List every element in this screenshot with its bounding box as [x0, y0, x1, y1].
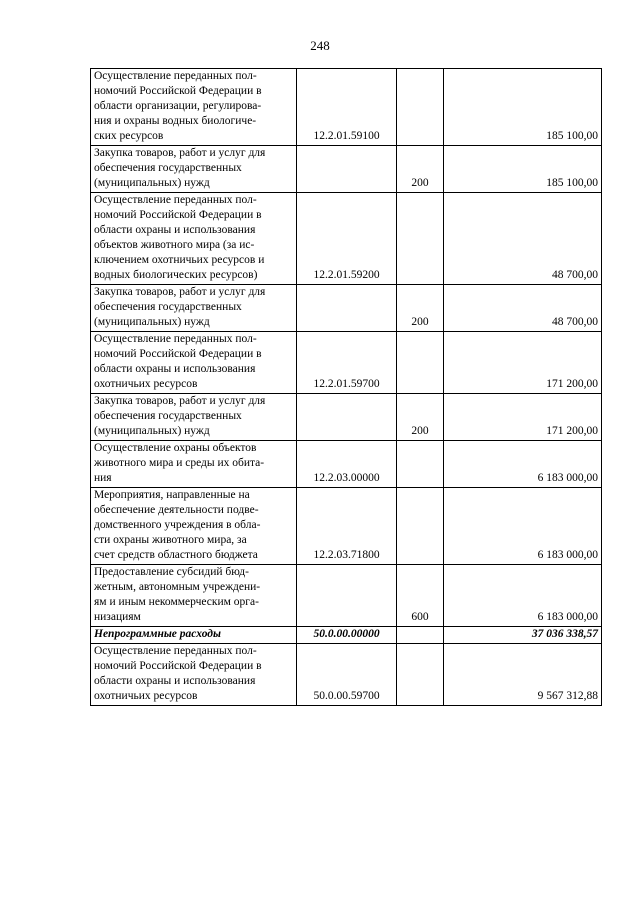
row-sum-cell: 48 700,00	[444, 193, 602, 285]
budget-table	[90, 68, 602, 706]
table-row	[91, 394, 602, 441]
row-name-cell: Закупка товаров, работ и услуг для обеспечения государственных (муниципальных) нужд	[91, 394, 297, 441]
row-expense-type-cell	[397, 627, 444, 644]
row-expense-type-cell	[397, 193, 444, 285]
row-sum-cell: 171 200,00	[444, 332, 602, 394]
row-expense-type-cell	[397, 441, 444, 488]
row-code-cell: 12.2.03.71800	[297, 488, 397, 565]
row-expense-type-cell: 200	[397, 394, 444, 441]
row-code-cell: 12.2.01.59200	[297, 193, 397, 285]
table-row	[91, 146, 602, 193]
row-sum-cell: 9 567 312,88	[444, 644, 602, 706]
row-expense-type-cell: 600	[397, 565, 444, 627]
row-name-cell: Закупка товаров, работ и услуг для обеспечения государственных (муниципальных) нужд	[91, 285, 297, 332]
table-row	[91, 69, 602, 146]
row-sum-cell: 6 183 000,00	[444, 488, 602, 565]
row-code-cell: 50.0.00.59700	[297, 644, 397, 706]
row-sum-cell: 48 700,00	[444, 285, 602, 332]
row-sum-cell: 171 200,00	[444, 394, 602, 441]
table-row	[91, 565, 602, 627]
row-code-cell	[297, 285, 397, 332]
row-name-cell: Осуществление переданных пол- номочий Российской Федерации в области охраны и использования охотничьих ресурсов	[91, 644, 297, 706]
row-name-cell: Осуществление переданных пол- номочий Российской Федерации в области охраны и использования объектов животного мира (за ис- ключением охотничьих ресурсов и водных биологических ресурсов)	[91, 193, 297, 285]
table-row	[91, 332, 602, 394]
row-sum-cell: 37 036 338,57	[444, 627, 602, 644]
row-name-cell: Предоставление субсидий бюд- жетным, автономным учреждени- ям и иным некоммерческим орга- низациям	[91, 565, 297, 627]
table-row	[91, 285, 602, 332]
row-code-cell: 50.0.00.00000	[297, 627, 397, 644]
table-row	[91, 441, 602, 488]
row-code-cell	[297, 565, 397, 627]
table-row	[91, 644, 602, 706]
table-row	[91, 193, 602, 285]
row-expense-type-cell: 200	[397, 285, 444, 332]
row-name-cell: Осуществление охраны объектов животного мира и среды их обита- ния	[91, 441, 297, 488]
row-expense-type-cell: 200	[397, 146, 444, 193]
row-name-cell: Осуществление переданных пол- номочий Российской Федерации в области организации, регулирова- ния и охраны водных биологиче- ских ресурсов	[91, 69, 297, 146]
row-expense-type-cell	[397, 488, 444, 565]
row-expense-type-cell	[397, 644, 444, 706]
row-code-cell: 12.2.03.00000	[297, 441, 397, 488]
row-sum-cell: 6 183 000,00	[444, 441, 602, 488]
row-name-cell: Мероприятия, направленные на обеспечение деятельности подве- домственного учреждения в обла- сти охраны животного мира, за счет средств областного бюджета	[91, 488, 297, 565]
table-row	[91, 488, 602, 565]
row-expense-type-cell	[397, 332, 444, 394]
row-expense-type-cell	[397, 69, 444, 146]
row-sum-cell: 185 100,00	[444, 69, 602, 146]
row-sum-cell: 185 100,00	[444, 146, 602, 193]
row-code-cell	[297, 146, 397, 193]
row-name-cell: Непрограммные расходы	[91, 627, 297, 644]
row-code-cell	[297, 394, 397, 441]
row-sum-cell: 6 183 000,00	[444, 565, 602, 627]
table-row-section-total	[91, 627, 602, 644]
row-code-cell: 12.2.01.59100	[297, 69, 397, 146]
budget-table-body	[91, 69, 602, 706]
row-name-cell: Осуществление переданных пол- номочий Российской Федерации в области охраны и использования охотничьих ресурсов	[91, 332, 297, 394]
row-code-cell: 12.2.01.59700	[297, 332, 397, 394]
row-name-cell: Закупка товаров, работ и услуг для обеспечения государственных (муниципальных) нужд	[91, 146, 297, 193]
page-number: 248	[310, 38, 330, 53]
